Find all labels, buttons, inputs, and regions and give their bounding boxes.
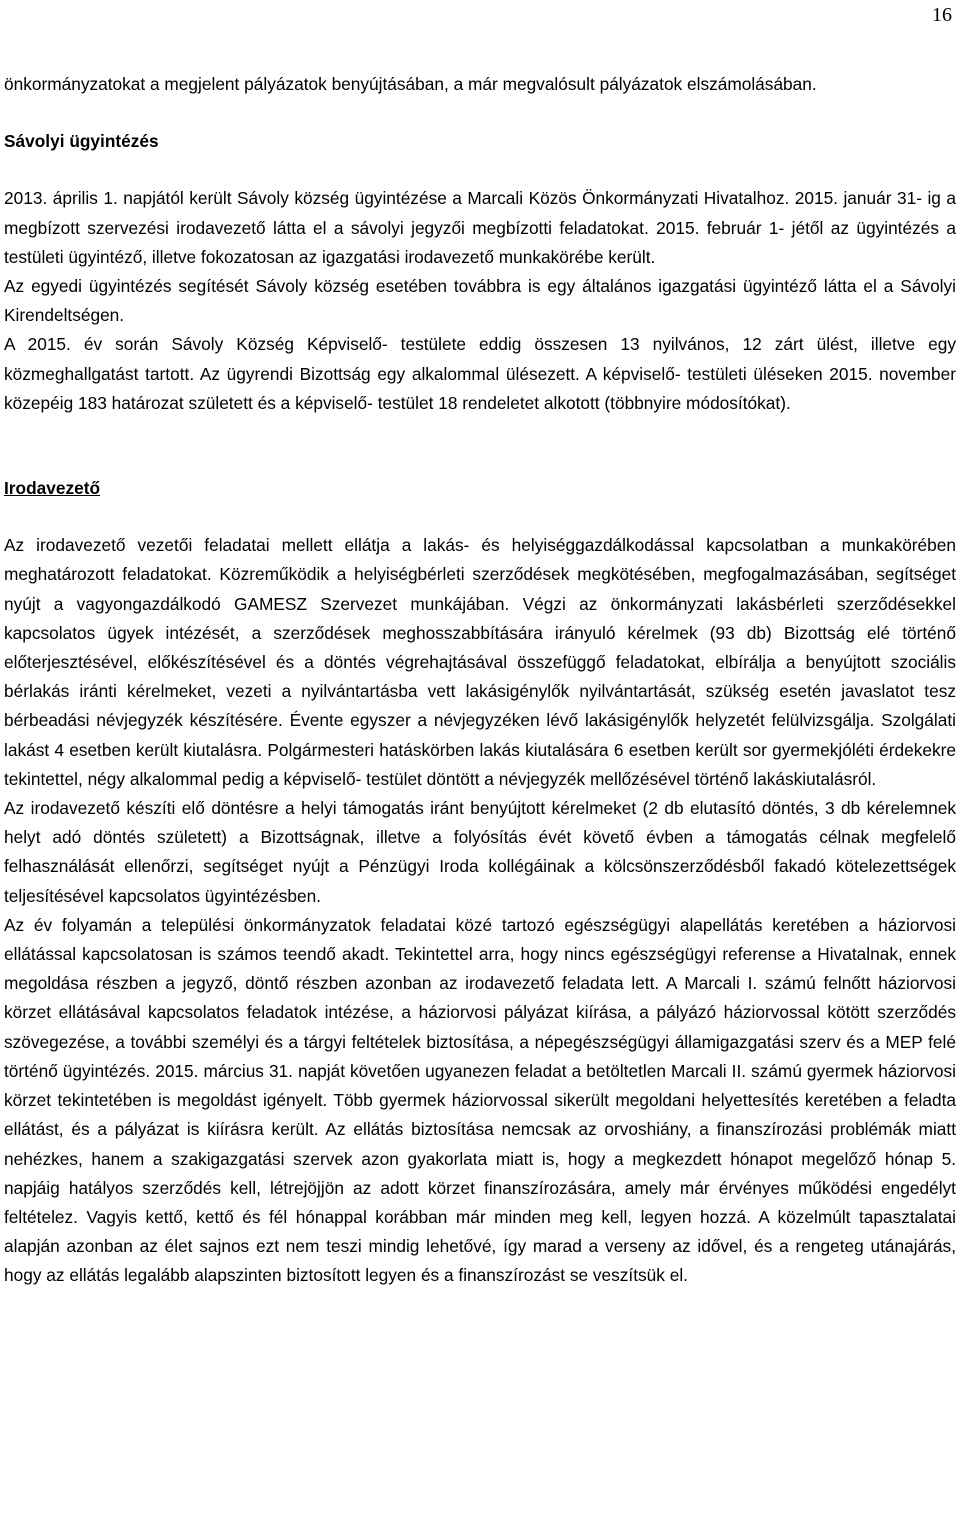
document-body bbox=[4, 70, 956, 1291]
section-heading-savoly: Sávolyi ügyintézés bbox=[4, 131, 159, 152]
savoly-paragraph-2: Az egyedi ügyintézés segítését Sávoly község esetében továbbra is egy általános igazgatási ügyintéző látta el a Sávolyi Kirendeltségen. bbox=[4, 276, 956, 326]
savoly-paragraph-1: 2013. április 1. napjától került Sávoly község ügyintézése a Marcali Közös Önkormányzati Hivatalhoz. 2015. január 31- ig a megbízott szervezési irodavezető látta el a sávolyi jegyzői megbízotti feladatokat. 2015. február 1- jétől az ügyintézés a testületi ügyintéző, illetve fokozatosan az igazgatási irodavezető munkakörébe került. bbox=[4, 188, 956, 267]
savoly-paragraph-3: A 2015. év során Sávoly Község Képviselő- testülete eddig összesen 13 nyilvános, 12 zárt ülést, illetve egy közmeghallgatást tartott. Az ügyrendi Bizottság egy alkalommal ülésezett. A képviselő- testületi üléseken 2015. november közepéig 183 határozat született és a képviselő- testület 18 rendeletet alkotott (többnyire módosítókat). bbox=[4, 334, 956, 413]
spacer bbox=[4, 418, 956, 474]
section-heading-irodavezeto: Irodavezető bbox=[4, 478, 101, 499]
page-number: 16 bbox=[932, 4, 952, 26]
spacer bbox=[4, 99, 956, 127]
irodavezeto-paragraph-2: Az irodavezető készíti elő döntésre a helyi támogatás iránt benyújtott kérelmeket (2 db elutasító döntés, 3 db kérelemnek helyt adó döntés született) a Bizottságnak, illetve a folyósítás évét követő évben a támogatás célnak megfelelő felhasználását ellenőrzi, segítséget nyújt a Pénzügyi Iroda kollégáinak a kölcsönszerződésből fakadó kötelezettségek teljesítésével kapcsolatos ügyintézésben. bbox=[4, 798, 956, 906]
spacer bbox=[4, 503, 956, 531]
intro-paragraph: önkormányzatokat a megjelent pályázatok benyújtásában, a már megvalósult pályázatok elszámolásában. bbox=[4, 74, 817, 94]
irodavezeto-paragraph-1: Az irodavezető vezetői feladatai mellett ellátja a lakás- és helyiséggazdálkodással kapcsolatban a munkakörében meghatározott feladatokat. Közreműködik a helyiségbérleti szerződések megkötésében, megfogalmazásában, segítséget nyújt a vagyongazdálkodó GAMESZ Szervezet munkájában. Végzi az önkormányzati lakásbérleti szerződésekkel kapcsolatos ügyek intézését, a szerződések meghosszabbítására irányuló kérelmek (93 db) Bizottság elé történő előterjesztésével, előkészítésével és a döntés végrehajtásával összefüggő feladatokat, elbírálja a benyújtott szociális bérlakás iránti kérelmeket, vezeti a nyilvántartásba vett lakásigénylők nyilvántartását, szükség esetén javaslatot tesz bérbeadási névjegyzék készítésére. Évente egyszer a névjegyzéken lévő lakásigénylők helyzetét felülvizsgálja. Szolgálati lakást 4 esetben került kiutalásra. Polgármesteri hatáskörben lakás kiutalására 6 esetben került sor gyermekjóléti érdekekre tekintettel, négy alkalommal pedig a képviselő- testület döntött a névjegyzék mellőzésével történő lakáskiutalásról. bbox=[4, 535, 956, 789]
irodavezeto-paragraph-3: Az év folyamán a települési önkormányzatok feladatai közé tartozó egészségügyi alapellátás keretében a háziorvosi ellátással kapcsolatosan is számos teendő akadt. Tekintettel arra, hogy nincs egészségügyi referense a Hivatalnak, ennek megoldása részben a jegyző, döntő részben azonban az irodavezető feladata lett. A Marcali I. számú felnőtt háziorvosi körzet ellátásával kapcsolatos feladatok intézése, a háziorvosi pályázat kiírása, a pályázó háziorvossal kötött szerződés szövegezése, a további személyi és a tárgyi feltételek biztosítása, a népegészségügyi államigazgatási szerv és a MEP felé történő ügyintézés. 2015. március 31. napját követően ugyanezen feladat a betöltetlen Marcali II. számú gyermek háziorvosi körzet tekintetében is megoldást igényelt. Több gyermek háziorvossal sikerült megoldani helyettesítés keretében a feladta ellátást, és a pályázat is kiírásra került. Az ellátás biztosítása nemcsak az orvoshiány, a finanszírozási problémák miatt nehézkes, hanem a szakigazgatási szervek azon gyakorlata miatt is, hogy a megkezdett hónapot megelőző hónap 5. napjáig hatályos szerződés kell, létrejöjjön az adott körzet finanszírozására, amely már érvényes működési engedélyt feltételez. Vagyis kettő, kettő és fél hónappal korábban már minden meg kell, legyen hozzá. A közelmúlt tapasztalatai alapján azonban az élet sajnos ezt nem teszi mindig lehetővé, így marad a verseny az idővel, és a rengeteg utánajárás, hogy az ellátás legalább alapszinten biztosított legyen és a finanszírozást se veszítsük el. bbox=[4, 914, 956, 1286]
spacer bbox=[4, 156, 956, 184]
